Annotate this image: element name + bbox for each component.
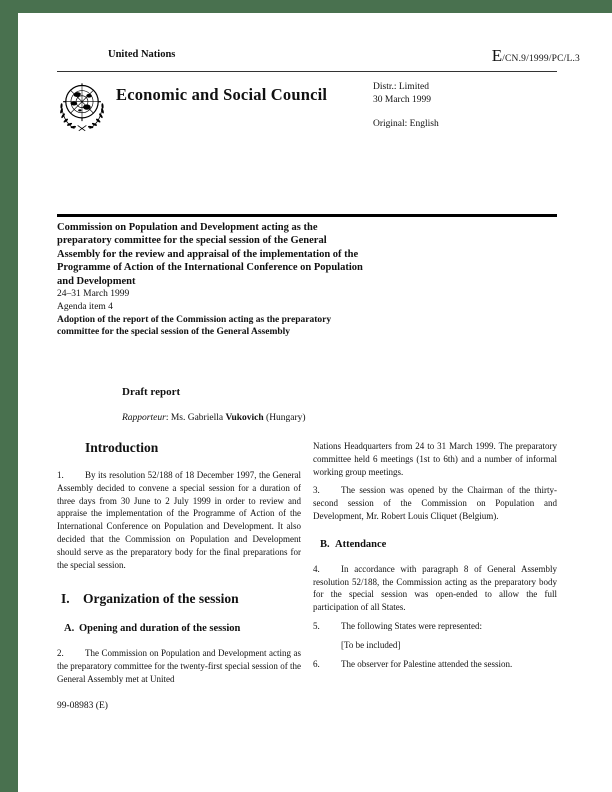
paragraph-continuation: Nations Headquarters from 24 to 31 March 1999. The preparatory committee held 6 meetings (1st to 6th) and a number of informal working group meetings. — [313, 441, 557, 477]
placeholder-note: [To be included] — [341, 639, 401, 650]
subsection-heading: B. Attendance — [313, 538, 557, 551]
distr-line: Distr.: Limited — [373, 82, 429, 92]
distr-date: 30 March 1999 — [373, 95, 432, 105]
un-emblem-icon — [55, 76, 109, 136]
document-number: 99-08983 (E) — [57, 701, 108, 711]
left-column — [57, 440, 301, 708]
item-number: 1. — [57, 470, 64, 480]
rapporteur-mid: : Ms. Gabriella — [165, 413, 226, 423]
document-symbol-series: E — [491, 46, 503, 65]
session-dates: 24–31 March 1999 — [57, 289, 130, 300]
item-number: 3. — [313, 485, 320, 496]
item-number: 5. — [313, 620, 320, 631]
title-rule — [57, 214, 557, 217]
item-number: I. — [61, 591, 70, 607]
paragraph: 5. The following States were represented: — [313, 620, 482, 631]
paragraph: 2. The Commission on Population and Development acting as the preparatory committee for the twenty-first special session of the General Assembly met at United — [57, 648, 301, 684]
document-symbol — [492, 46, 580, 66]
header-rule — [57, 71, 557, 72]
section-heading: Introduction — [85, 440, 159, 455]
paragraph: 6. The observer for Palestine attended the session. — [313, 658, 513, 669]
item-number: 4. — [313, 563, 320, 574]
document-symbol-number: /CN.9/1999/PC/L.3 — [502, 54, 580, 64]
paragraph: 4. In accordance with paragraph 8 of General Assembly resolution 52/188, the Commission acting as the preparatory body for the special session was open-ended to allow the full participation of all States. — [313, 563, 557, 613]
rapporteur-label: Rapporteur — [122, 413, 166, 423]
agenda-item-title: Adoption of the report of the Commission acting as the preparatory committee for the special session of the General Assembly — [57, 314, 332, 338]
agenda-item: Agenda item 4 — [57, 301, 113, 312]
item-number: 2. — [57, 648, 64, 659]
distribution-info — [373, 81, 431, 107]
report-title: Draft report — [122, 386, 181, 398]
right-column — [313, 440, 557, 708]
rapporteur-name: Vukovich — [225, 413, 264, 423]
section-heading: I. Organization of the session — [57, 591, 301, 607]
committee-block — [57, 221, 363, 338]
item-number: B. — [320, 538, 330, 550]
council-title: Economic and Social Council — [116, 85, 328, 104]
item-number: A. — [64, 623, 75, 635]
paragraph: 1. By its resolution 52/188 of 18 December 1997, the General Assembly decided to convene a special session for a duration of three days from 30 June to 2 July 1999 in order to review and appraise the implementation of the Programme of Action of the International Conference on Population and Development. It also decided that the Commission on Population and Development should serve as the preparatory body for the final preparations for the special session. — [57, 470, 301, 570]
org-name: United Nations — [108, 49, 176, 60]
document-page — [18, 13, 612, 792]
original-language: Original: English — [373, 119, 439, 129]
subsection-heading: A. Opening and duration of the session — [57, 622, 301, 635]
paragraph: 3. The session was opened by the Chairman of the thirty-second session of the Commission on Population and Development, Mr. Robert Louis Cliquet (Belgium). — [313, 485, 557, 521]
item-number: 6. — [313, 658, 320, 669]
body-columns — [57, 440, 557, 708]
committee-title: Commission on Population and Development acting as the preparatory committee for the special session of the General Assembly for the review and appraisal of the implementation of the Programme of Action of the International Conference on Population and Development — [57, 222, 363, 287]
rapporteur-line — [122, 413, 306, 423]
rapporteur-country: (Hungary) — [263, 413, 306, 423]
